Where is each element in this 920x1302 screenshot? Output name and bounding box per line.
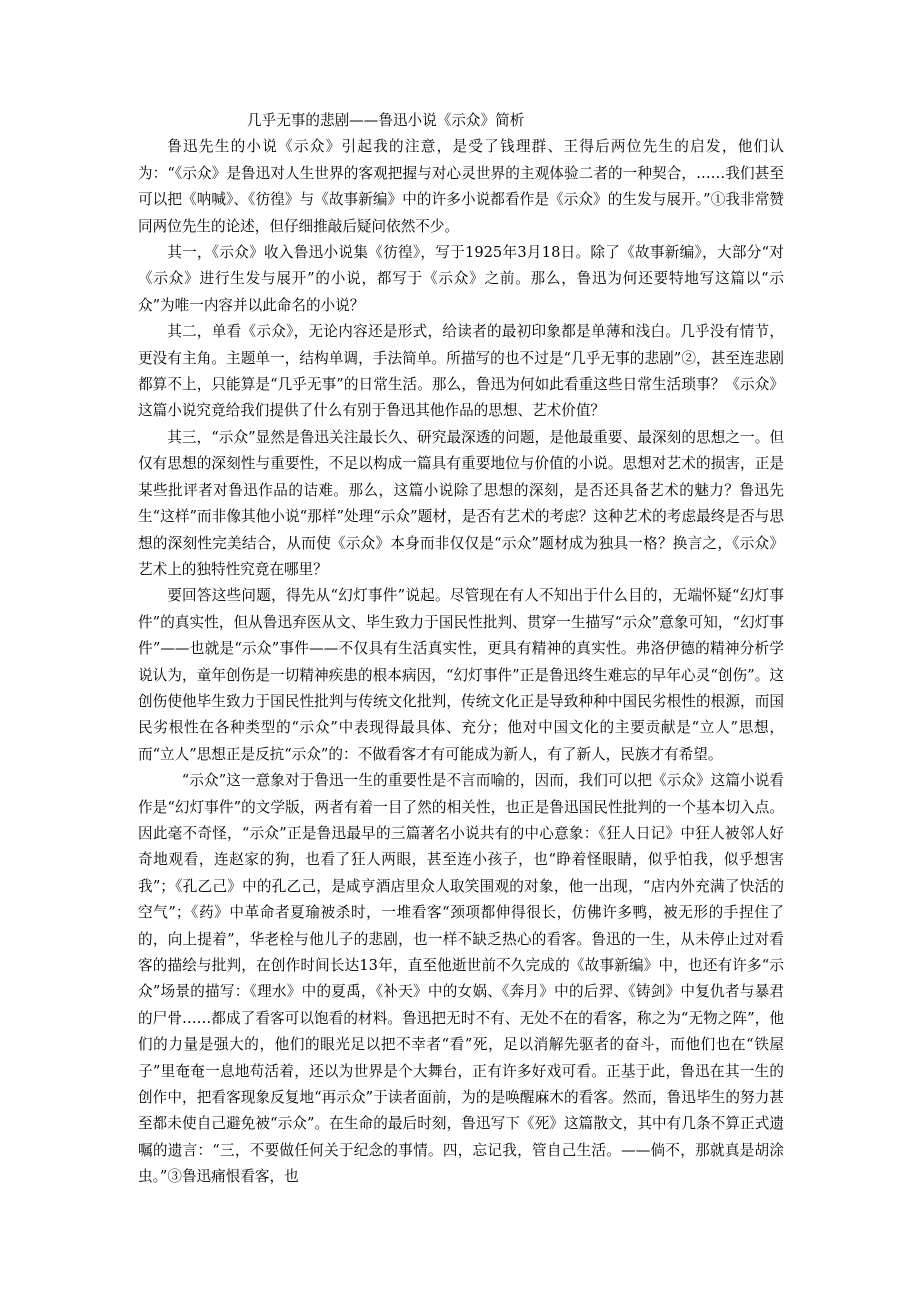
article-title: 几乎无事的悲剧——鲁迅小说《示众》简析 (247, 112, 525, 129)
paragraph-spectators: “示众”这一意象对于鲁迅一生的重要性是不言而喻的，因而，我们可以把《示众》这篇小说看作是“幻灯事件”的文学版，两者有着一目了然的相关性，也正是鲁迅国民性批判的一个基本切入点。因此毫不奇怪，“示众”正是鲁迅最早的三篇著名小说共有的中心意象：《狂人日记》中狂人被邻人好奇地观看，连赵家的狗，也看了狂人两眼，甚至连小孩子，也“睁着怪眼睛，似乎怕我，似乎想害我”；《孔乙己》中的孔乙己，是咸亨酒店里众人取笑围观的对象，他一出现，“店内外充满了快活的空气”；《药》中革命者夏瑜被杀时，一堆看客“颈项都伸得很长，仿佛许多鸭，被无形的手捏住了的，向上提着”，华老栓与他儿子的悲剧，也一样不缺乏热心的看客。鲁迅的一生，从未停止过对看客的描绘与批判，在创作时间长达13年，直至他逝世前不久完成的《故事新编》中，也还有许多“示众”场景的描写：《理水》中的夏禹，《补天》中的女娲、《奔月》中的后羿、《铸剑》中复仇者与暴君的尸骨……都成了看客可以饱看的材料。鲁迅把无时不有、无处不在的看客，称之为“无物之阵”，他们的力量是强大的，他们的眼光足以把不幸者“看”死，足以消解先驱者的奋斗，而他们也在“铁屋子”里奄奄一息地苟活着，还以为世界是个大舞台，正有许多好戏可看。正基于此，鲁迅在其一生的创作中，把看客现象反复地“再示众”于读者面前，为的是唤醒麻木的看客。然而，鲁迅毕生的努力甚至都未使自己避免被“示众”。在生命的最后时刻，鲁迅写下《死》这篇散文，其中有几条不算正式遗嘱的遗言：“三，不要做任何关于纪念的事情。四，忘记我，管自己生活。——倘不，那就真是胡涂虫。”③鲁迅痛恨看客，也 (138, 772, 784, 1186)
paragraph-question-1: 其一，《示众》收入鲁迅小说集《彷徨》，写于1925年3月18日。除了《故事新编》，大部分“对《示众》进行生发与展开”的小说，都写于《示众》之前。那么，鲁迅为何还要特地写这篇以“示众”为唯一内容并以此命名的小说？ (138, 244, 784, 314)
paragraph-question-2: 其二，单看《示众》，无论内容还是形式，给读者的最初印象都是单薄和浅白。几乎没有情节，更没有主角。主题单一，结构单调，手法简单。所描写的也不过是“几乎无事的悲剧”②，甚至连悲剧都算不上，只能算是“几乎无事”的日常生活。那么，鲁迅为何如此看重这些日常生活琐事？《示众》这篇小说究竟给我们提供了什么有别于鲁迅其他作品的思想、艺术价值？ (138, 323, 784, 420)
paragraph-intro: 鲁迅先生的小说《示众》引起我的注意，是受了钱理群、王得后两位先生的启发，他们认为：“《示众》是鲁迅对人生世界的客观把握与对心灵世界的主观体验二者的一种契合，……我们甚至可以把《呐喊》、《彷徨》与《故事新编》中的许多小说都看作是《示众》的生发与展开。”①我非常赞同两位先生的论述，但仔细推敲后疑问依然不少。 (138, 138, 784, 235)
paragraph-lantern-event: 要回答这些问题，得先从“幻灯事件”说起。尽管现在有人不知出于什么目的，无端怀疑“幻灯事件”的真实性，但从鲁迅弃医从文、毕生致力于国民性批判、贯穿一生描写“示众”意象可知，“幻灯事件”——也就是“示众”事件——不仅具有生活真实性，更具有精神的真实性。弗洛伊德的精神分析学说认为，童年创伤是一切精神疾患的根本病因，“幻灯事件”正是鲁迅终生难忘的早年心灵“创伤”。这创伤使他毕生致力于国民性批判与传统文化批判，传统文化正是导致种种中国民劣根性的根源，而国民劣根性在各种类型的“示众”中表现得最具体、充分；他对中国文化的主要贡献是“立人”思想，而“立人”思想正是反抗“示众”的：不做看客才有可能成为新人，有了新人，民族才有希望。 (138, 587, 784, 763)
document-page (138, 108, 784, 1191)
paragraph-question-3: 其三，“示众”显然是鲁迅关注最长久、研究最深透的问题，是他最重要、最深刻的思想之一。但仅有思想的深刻性与重要性，不足以构成一篇具有重要地位与价值的小说。思想对艺术的损害，正是某些批评者对鲁迅作品的诘难。那么，这篇小说除了思想的深刻，是否还具备艺术的魅力？鲁迅先生“这样”而非像其他小说“那样”处理“示众”题材，是否有艺术的考虑？这种艺术的考虑最终是否与思想的深刻性完美结合，从而使《示众》本身而非仅仅是“示众”题材成为独具一格？换言之，《示众》艺术上的独特性究竟在哪里？ (138, 428, 784, 578)
